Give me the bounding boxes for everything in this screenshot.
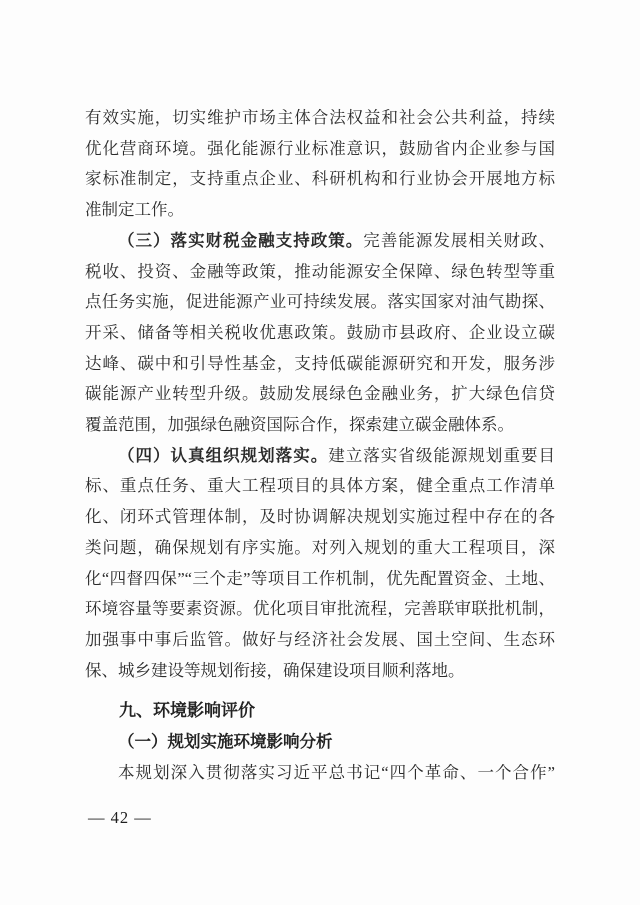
text-line [85, 410, 555, 441]
text-line [85, 625, 555, 656]
text-line [85, 564, 555, 595]
page-number: — 42 — [88, 808, 152, 827]
text-segment: 开采、储备等相关税收优惠政策。鼓励市县政府、企业设立碳 [85, 322, 555, 342]
text-segment: 点任务实施，促进能源产业可持续发展。落实国家对油气勘探、 [85, 292, 555, 312]
text-line [85, 164, 555, 195]
text-line [85, 257, 555, 288]
text-segment: 优化营商环境。强化能源行业标准意识，鼓励省内企业参与国 [85, 138, 555, 158]
text-line [85, 195, 555, 226]
text-line [85, 656, 555, 687]
bold-text-segment: （一）规划实施环境影响分析 [118, 732, 333, 752]
text-segment: 保、城乡建设等规划衔接，确保建设项目顺利落地。 [85, 660, 465, 680]
text-segment: 家标准制定，支持重点企业、科研机构和行业协会开展地方标 [85, 169, 555, 189]
text-segment: 建立落实省级能源规划重要目 [328, 445, 556, 465]
bold-text-segment: （四）认真组织规划落实。 [118, 445, 329, 465]
text-line [85, 471, 555, 502]
text-segment: 税收、投资、金融等政策，推动能源安全保障、绿色转型等重 [85, 261, 555, 281]
text-segment: 化“四督四保”“三个走”等项目工作机制，优先配置资金、土地、 [85, 568, 555, 588]
text-line [85, 226, 555, 257]
text-line [85, 502, 555, 533]
text-segment: 环境容量等要素资源。优化项目审批流程，完善联审联批机制， [85, 599, 555, 619]
text-block [85, 103, 555, 788]
text-segment: 类问题，确保规划有序实施。对列入规划的重大工程项目，深 [85, 537, 555, 557]
text-segment: 化、闭环式管理体制，及时协调解决规划实施过程中存在的各 [85, 507, 555, 527]
text-segment: 标、重点任务、重大工程项目的具体方案，健全重点工作清单 [85, 476, 555, 496]
text-line [85, 533, 555, 564]
text-line [85, 318, 555, 349]
text-segment: 达峰、碳中和引导性基金，支持低碳能源研究和开发，服务涉 [85, 353, 555, 373]
heading-2 [85, 727, 555, 758]
bold-text-segment: 九、环境影响评价 [119, 701, 255, 721]
text-segment: 准制定工作。 [85, 200, 184, 220]
text-line [85, 441, 555, 472]
text-segment: 完善能源发展相关财政、 [363, 230, 556, 250]
text-line [85, 349, 555, 380]
text-line [85, 758, 555, 789]
bold-text-segment: （三）落实财税金融支持政策。 [118, 230, 364, 250]
text-segment: 本规划深入贯彻落实习近平总书记“四个革命、一个合作” [118, 762, 555, 782]
text-line [85, 379, 555, 410]
text-line [85, 103, 555, 134]
text-line [85, 287, 555, 318]
heading-1 [85, 696, 555, 727]
text-segment: 加强事中事后监管。做好与经济社会发展、国土空间、生态环 [85, 629, 555, 649]
text-line [85, 134, 555, 165]
text-segment: 碳能源产业转型升级。鼓励发展绿色金融业务，扩大绿色信贷 [85, 384, 555, 404]
text-segment: 有效实施，切实维护市场主体合法权益和社会公共利益，持续 [85, 108, 555, 127]
text-segment: 覆盖范围，加强绿色融资国际合作，探索建立碳金融体系。 [85, 415, 514, 435]
text-line [85, 594, 555, 625]
